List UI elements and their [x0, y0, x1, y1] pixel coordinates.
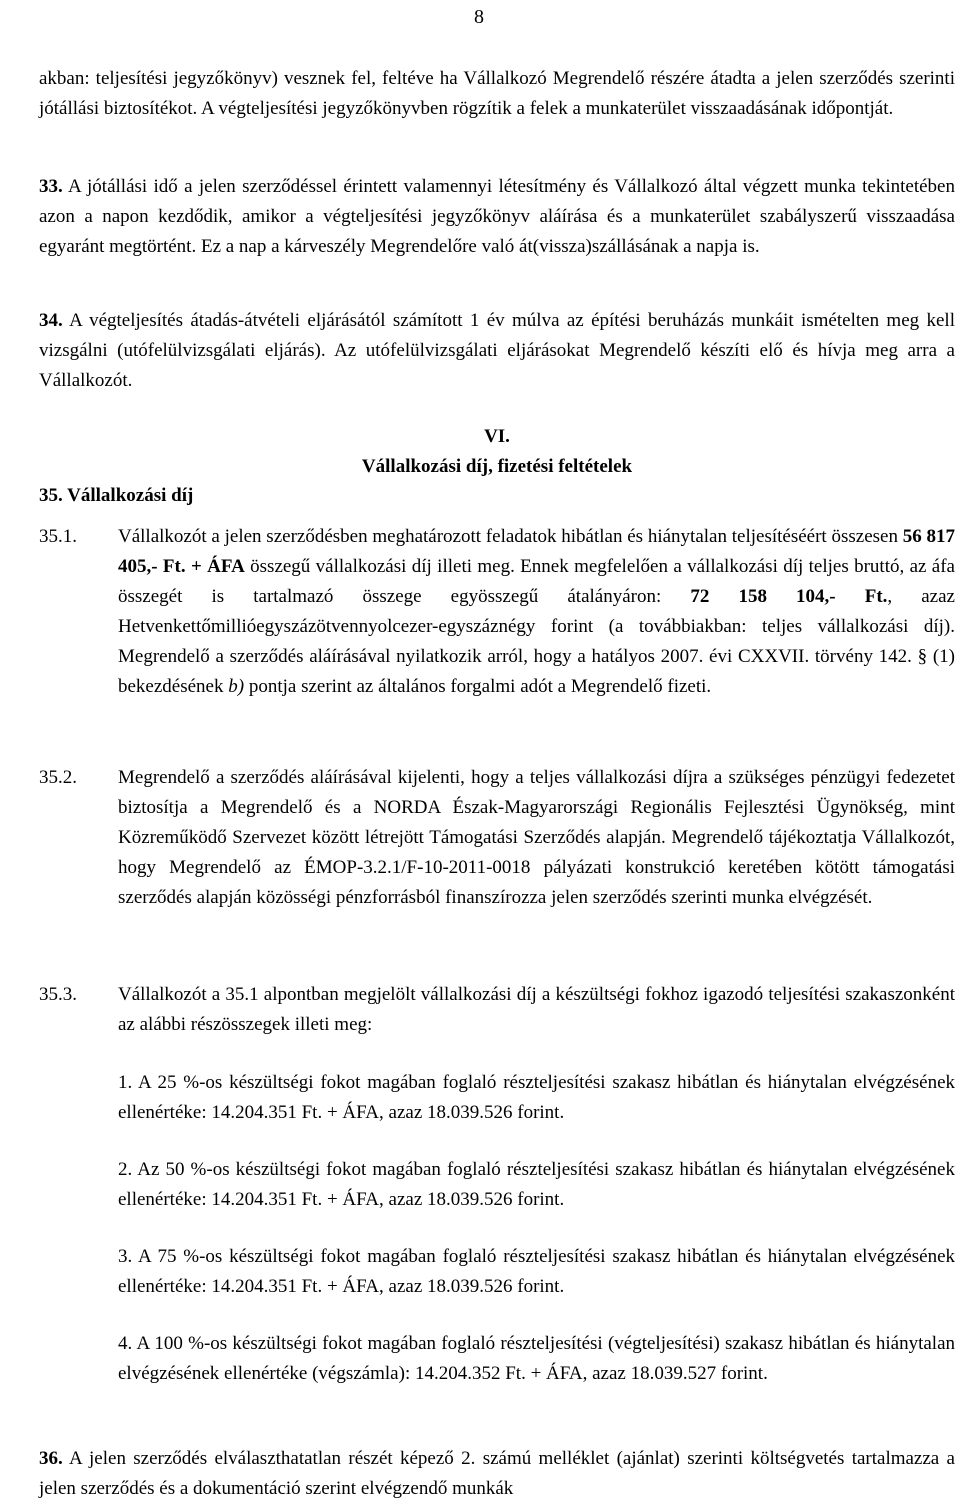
chapter-title: Vállalkozási díj, fizetési feltételek [361, 456, 633, 477]
paragraph-text: A végteljesítés átadás-átvételi eljárásától számított 1 év múlva az építési beruházás munkáit ismételten meg kell vizsgálni (utófelülvizsgálati eljárás). Az utófelülvizsgálati eljárásokat Megrendelő készíti elő és hívja meg arra a Vállalkozót. [39, 310, 955, 391]
paragraph-text: A jótállási idő a jelen szerződéssel érintett valamennyi létesítmény és Vállalkozó által végzett munka tekintetében azon a napon kezdődik, amikor a végteljesítési jegyzőkönyv aláírása és a munkaterület szabályszerű visszaadása egyaránt megtörtént. Ez a nap a kárveszély Megrendelőre való át(vissza)szállásának a napja is. [39, 176, 955, 257]
installment-item-4: 4. A 100 %-os készültségi fokot magában foglaló részteljesítési (végteljesítési) szakasz hibátlan és hiánytalan elvégzésének ellenértéke (végszámla): 14.204.352 Ft. + ÁFA, azaz 18.039.527 forint. [118, 1333, 955, 1384]
point-reference: b) [228, 676, 245, 697]
subsection-number: 35.1. [39, 526, 77, 547]
section-35-heading: 35. Vállalkozási díj [39, 485, 194, 506]
subsection-text: Vállalkozót a 35.1 alpontban megjelölt vállalkozási díj a készültségi fokhoz igazodó teljesítési szakaszonként az alábbi részösszegek illeti meg: [118, 984, 955, 1035]
installment-item-3: 3. A 75 %-os készültségi fokot magában foglaló részteljesítési szakasz hibátlan és hiánytalan elvégzésének ellenértéke: 14.204.351 Ft. + ÁFA, azaz 18.039.526 forint. [118, 1246, 955, 1297]
page-number: 8 [474, 6, 484, 28]
paragraph-number: 36. [39, 1448, 63, 1469]
subsection-number: 35.3. [39, 984, 77, 1005]
chapter-number: VI. [484, 426, 510, 447]
text-run: , azaz Hetvenkettőmillióegyszázötvennyolcezer-egyszáznégy forint (a továbbiakban: teljes vállalkozási díj). Megrendelő a szerződés aláírásával nyilatkozik arról, hogy a hatályos 2007. évi CXXVII. törvény 142. § (1) bekezdésének [118, 586, 955, 697]
paragraph-number: 34. [39, 310, 63, 331]
text-run: pontja szerint az általános forgalmi adót a Megrendelő fizeti. [244, 676, 712, 697]
paragraph-34 [39, 306, 955, 396]
intro-paragraph: akban: teljesítési jegyzőkönyv) vesznek fel, feltéve ha Vállalkozó Megrendelő részére átadta a jelen szerződés szerinti jótállási biztosítékot. A végteljesítési jegyzőkönyvben rögzítik a felek a munkaterület visszaadásának időpontját. [39, 68, 955, 119]
text-run: Vállalkozót a jelen szerződésben meghatározott feladatok hibátlan és hiánytalan teljesítéséért összesen [118, 526, 903, 547]
paragraph-text: A jelen szerződés elválaszthatatlan részét képező 2. számú melléklet (ajánlat) szerinti költségvetés tartalmazza a jelen szerződés és a dokumentáció szerint elvégzendő munkák [39, 1448, 955, 1499]
subsection-text: Megrendelő a szerződés aláírásával kijelenti, hogy a teljes vállalkozási díjra a szükséges pénzügyi fedezetet biztosítja a Megrendelő és a NORDA Észak-Magyarországi Regionális Fejlesztési Ügynökség, mint Közreműködő Szervezet között létrejött Támogatási Szerződés alapján. Megrendelő tájékoztatja Vállalkozót, hogy Megrendelő az ÉMOP-3.2.1/F-10-2011-0018 pályázati konstrukció keretében kötött támogatási szerződés alapján közösségi pénzforrásból finanszírozza jelen szerződés szerinti munka elvégzését. [118, 767, 955, 908]
gross-fee-amount: 72 158 104,- Ft. [690, 586, 888, 607]
paragraph-33 [39, 172, 955, 262]
paragraph-36 [39, 1444, 955, 1504]
installment-item-1: 1. A 25 %-os készültségi fokot magában foglaló részteljesítési szakasz hibátlan és hiánytalan elvégzésének ellenértéke: 14.204.351 Ft. + ÁFA, azaz 18.039.526 forint. [118, 1072, 955, 1123]
subsection-text [118, 522, 955, 702]
subsection-number: 35.2. [39, 767, 77, 788]
net-fee-amount: 56 817 405,- Ft. + ÁFA [118, 526, 956, 577]
installment-item-2: 2. Az 50 %-os készültségi fokot magában foglaló részteljesítési szakasz hibátlan és hiánytalan elvégzésének ellenértéke: 14.204.351 Ft. + ÁFA, azaz 18.039.526 forint. [118, 1159, 955, 1210]
paragraph-number: 33. [39, 176, 63, 197]
text-run: összegű vállalkozási díj illeti meg. Ennek megfelelően a vállalkozási díj teljes bruttó, az áfa összegét is tartalmazó összege egyösszegű átalányáron: [118, 556, 955, 607]
